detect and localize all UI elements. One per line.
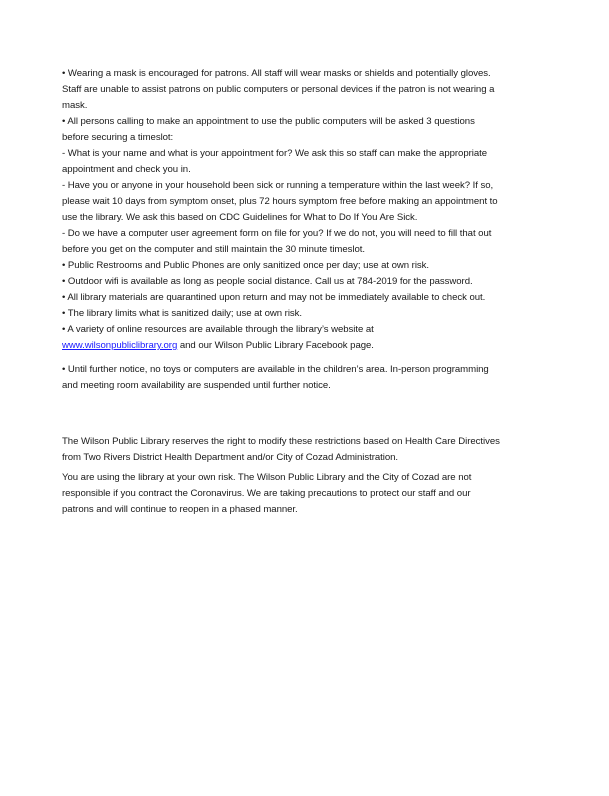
- website-link[interactable]: www.wilsonpubliclibrary.org: [62, 340, 178, 351]
- text-line: from Two Rivers District Health Department and/or City of Cozad Administration.: [62, 452, 399, 463]
- text-line: • A variety of online resources are available through the library’s website at: [62, 324, 374, 335]
- text-line: mask.: [62, 100, 88, 111]
- section-reserves-right: [62, 434, 552, 466]
- text-line: • The library limits what is sanitized daily; use at own risk.: [62, 308, 303, 319]
- text-line: • All persons calling to make an appointment to use the public computers will be asked 3 questions: [62, 116, 475, 127]
- spacer: [62, 354, 552, 362]
- text-line: The Wilson Public Library reserves the right to modify these restrictions based on Health Care Directives: [62, 436, 500, 447]
- text-line: - Do we have a computer user agreement form on file for you? If we do not, you will need to fill that out: [62, 228, 492, 239]
- text-line: before securing a timeslot:: [62, 132, 174, 143]
- text-line: • Outdoor wifi is available as long as people social distance. Call us at 784-2019 for the password.: [62, 276, 473, 287]
- text-line: • All library materials are quarantined upon return and may not be immediately available to check out.: [62, 292, 486, 303]
- text-line: and meeting room availability are suspended until further notice.: [62, 380, 331, 391]
- section-own-risk: [62, 470, 552, 518]
- text-line: • Wearing a mask is encouraged for patrons. All staff will wear masks or shields and potentially gloves.: [62, 68, 491, 79]
- text-line: Staff are unable to assist patrons on public computers or personal devices if the patron is not wearing a: [62, 84, 495, 95]
- text-line: please wait 10 days from symptom onset, plus 72 hours symptom free before making an appointment to: [62, 196, 498, 207]
- section-safety-rules: [62, 66, 552, 354]
- text-line: - What is your name and what is your appointment for? We ask this so staff can make the appropriate: [62, 148, 488, 159]
- text-line: • Until further notice, no toys or computers are available in the children’s area. In-person programming: [62, 364, 489, 375]
- text-line: You are using the library at your own risk. The Wilson Public Library and the City of Cozad are not: [62, 472, 472, 483]
- spacer: [62, 394, 552, 434]
- website-line: [62, 338, 552, 354]
- text-line: before you get on the computer and still maintain the 30 minute timeslot.: [62, 244, 365, 255]
- text-line: appointment and check you in.: [62, 164, 191, 175]
- text-line: responsible if you contract the Coronavirus. We are taking precautions to protect our staff and our: [62, 488, 471, 499]
- text-line: • Public Restrooms and Public Phones are only sanitized once per day; use at own risk.: [62, 260, 430, 271]
- document-page: [62, 66, 552, 518]
- text-line: - Have you or anyone in your household been sick or running a temperature within the last week? If so,: [62, 180, 494, 191]
- website-line-suffix: and our Wilson Public Library Facebook page.: [177, 340, 374, 351]
- text-line: use the library. We ask this based on CDC Guidelines for What to Do If You Are Sick.: [62, 212, 418, 223]
- section-children-area: [62, 362, 552, 394]
- text-line: patrons and will continue to reopen in a phased manner.: [62, 504, 298, 515]
